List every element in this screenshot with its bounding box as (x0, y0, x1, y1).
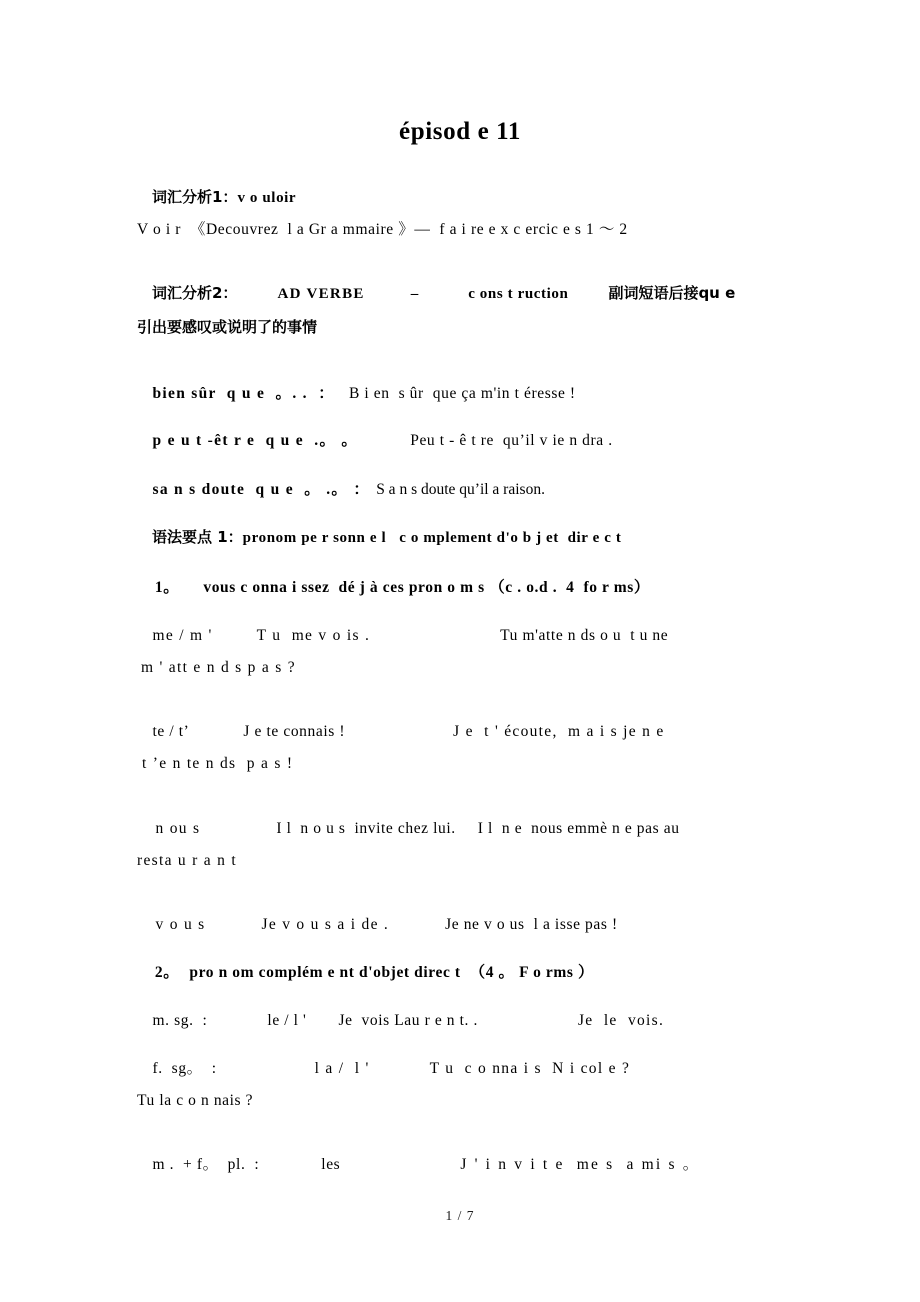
cod-f-sg-label: f. sg。 : (152, 1059, 217, 1077)
vocab1-body: V o i r 《Decouvrez l a Gr a mmaire 》— f a i re e x c ercic e s 1 ～ 2 (137, 221, 628, 238)
vocab2-example-1-sentence: Peu t - ê t re qu’il v ie n dra . (410, 431, 613, 449)
pronoun-me-example-a: T u me v o is . (256, 626, 371, 644)
pronoun-row-me (137, 612, 668, 659)
pronoun-me-example-b: Tu m'atte n ds o u t u ne (500, 626, 669, 644)
grammar1-heading-term: pronom pe r sonn e l c o mplement d'o b j et dir e c t (242, 530, 622, 546)
cod-m-sg-example-a: Je vois Lau r e n t. . (338, 1011, 478, 1029)
cod-m-sg-label: m. sg. : (152, 1011, 208, 1029)
pronoun-vous-example-a: Je v o u s a i de . (261, 915, 390, 933)
grammar1-heading (137, 515, 621, 561)
grammar1-item2-text: pro n om complém e nt d'objet direc t （4 。 F o rms ） (189, 963, 595, 981)
pronoun-vous-form: v o u s (155, 915, 206, 933)
pronoun-nous-form: n ou s (155, 819, 201, 837)
pronoun-te-example-b: J e t ' écoute, m a i s je n e (453, 722, 665, 740)
grammar1-item1-text: vous c onna i ssez dé j à ces pron o m s （c . o.d . 4 fo r ms） (203, 578, 650, 596)
vocab1-heading-term: v o uloir (237, 190, 297, 206)
pronoun-vous-example-b: Je ne v o us l a isse pas ! (445, 915, 618, 933)
grammar1-item1 (137, 564, 650, 611)
cod-pl-example-a: J ' i n v i t e me s a mi s 。 (460, 1155, 701, 1173)
cod-f-sg-form: l a / l ' (314, 1059, 370, 1077)
vocab2-heading-dash: – (410, 286, 419, 302)
pronoun-te-form: te / t’ (152, 722, 190, 740)
cod-row-f-sg (137, 1045, 630, 1092)
pronoun-nous-continuation: resta u r a n t (137, 852, 237, 869)
vocab2-heading-line2: 引出要感叹或说明了的事情 (137, 318, 318, 336)
vocab2-heading-row (137, 271, 735, 317)
grammar1-heading-cn: 语法要点 1： (152, 528, 243, 546)
vocab2-example-2-sentence: S a n s doute qu’il a raison. (376, 480, 545, 498)
cod-pl-label: m . + f。 pl. : (152, 1155, 260, 1173)
pronoun-nous-example-a: I l n o u s invite chez lui. (276, 819, 456, 837)
page-footer: 1 / 7 (445, 1208, 475, 1223)
pronoun-me-form: me / m ' (152, 626, 213, 644)
vocab2-example-1-form: p e u t -êt r e q u e .。 。 (152, 431, 359, 449)
pronoun-te-continuation: t ’e n te n ds p a s ! (142, 755, 294, 772)
grammar1-item2 (137, 949, 594, 996)
vocab2-example-1 (137, 417, 613, 464)
vocab1-heading-cn: 词汇分析1： (152, 188, 238, 206)
cod-f-sg-example-a: T u c o nna i s N i col e ? (429, 1059, 631, 1077)
pronoun-me-continuation: m ' att e n d s p a s ? (141, 659, 296, 676)
vocab2-example-2-form: sa n s doute q u e 。 .。 ： (152, 480, 371, 498)
cod-pl-form: les (321, 1155, 341, 1173)
vocab1-heading (137, 175, 296, 221)
cod-m-sg-example-b: Je le vois. (577, 1011, 665, 1029)
pronoun-row-vous (140, 901, 618, 948)
grammar1-item1-number: 1。 (154, 578, 180, 596)
grammar1-item2-number: 2。 (154, 963, 180, 981)
vocab2-heading-note-cn: 副词短语后接qu e (608, 284, 736, 302)
cod-m-sg-form: le / l ' (267, 1011, 307, 1029)
vocab2-example-2 (137, 466, 545, 513)
pronoun-row-nous (140, 805, 680, 852)
vocab2-heading-word: AD VERBE (277, 286, 365, 302)
pronoun-te-example-a: J e te connais ! (243, 722, 346, 740)
cod-row-pl (137, 1141, 701, 1188)
vocab2-heading-cn: 词汇分析2： (152, 284, 238, 302)
pronoun-row-te (137, 708, 665, 755)
vocab2-example-0-form: bien sûr q u e 。. . ： (152, 384, 335, 402)
cod-f-sg-continuation: Tu la c o n nais ? (137, 1092, 254, 1109)
vocab2-heading-construction: c ons t ruction (468, 286, 569, 302)
pronoun-nous-example-b: I l n e nous emmè n e pas au (477, 819, 680, 837)
page-title: épisod e 11 (399, 118, 521, 145)
cod-row-m-sg (137, 997, 664, 1044)
vocab2-example-0-sentence: B i en s ûr que ça m'in t éresse ! (349, 384, 576, 402)
vocab2-example-0 (137, 370, 576, 417)
